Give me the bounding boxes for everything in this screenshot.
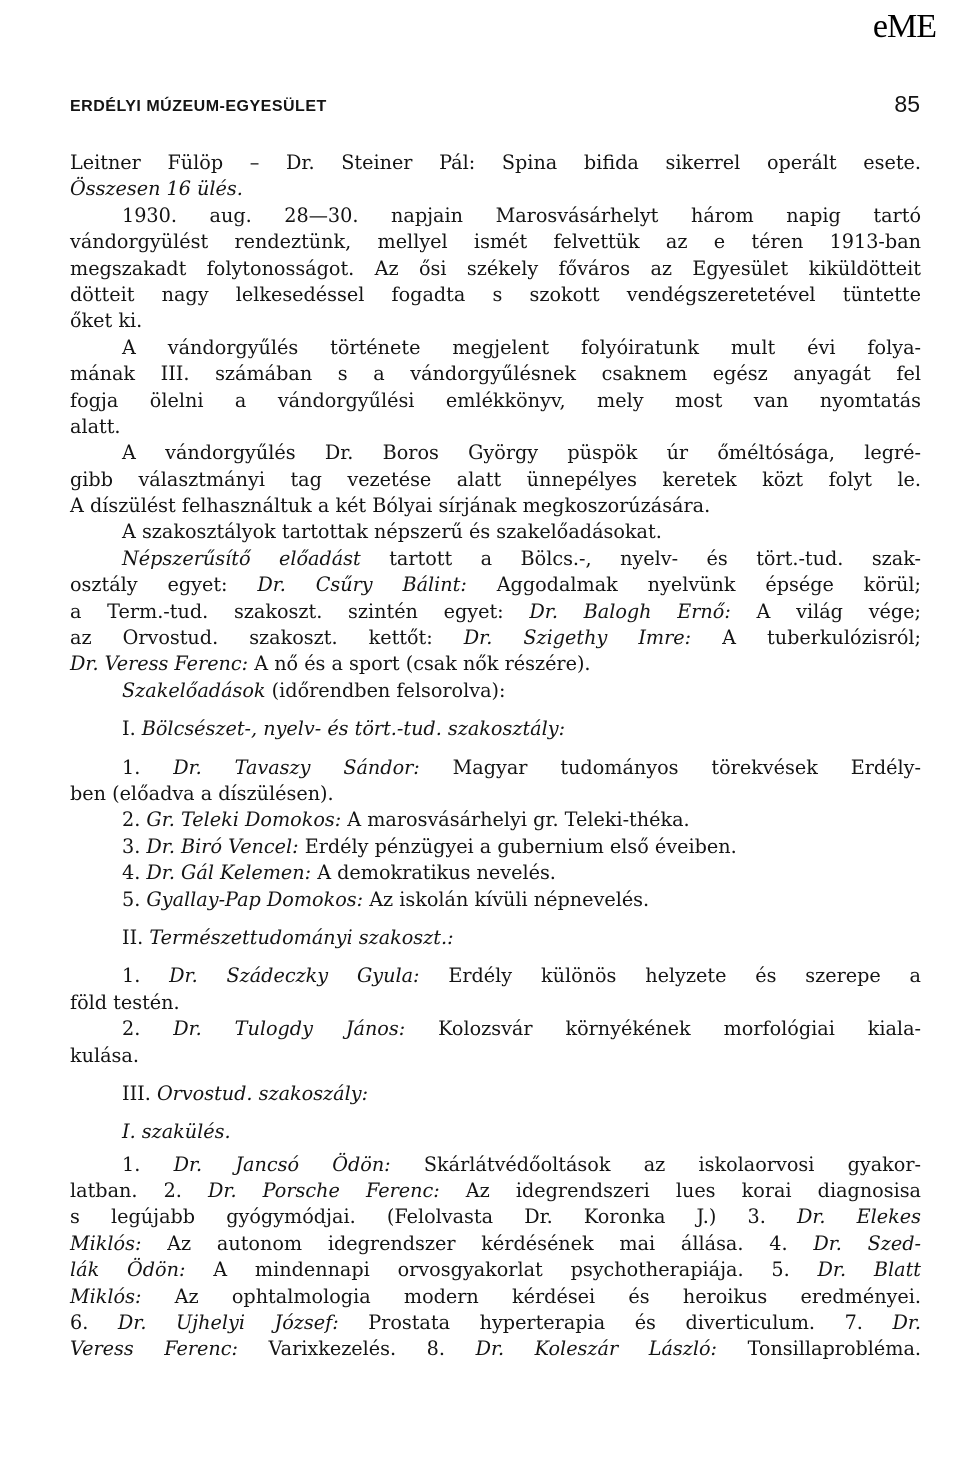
italic-text: Dr. — [892, 1311, 922, 1335]
italic-text: Dr. Balogh Ernő: — [529, 599, 731, 623]
text-segment: kulása. — [70, 1043, 139, 1067]
text-line — [70, 229, 921, 255]
text-line — [70, 1016, 921, 1042]
text-line — [70, 493, 921, 519]
text-segment: A tuberkulózisról; — [691, 626, 921, 650]
italic-text: Dr. Gál Kelemen: — [146, 861, 312, 885]
text-segment: osztály egyet: — [70, 573, 258, 597]
text-line — [70, 546, 921, 572]
text-line — [70, 1336, 921, 1362]
text-line — [70, 335, 921, 361]
text-segment: 6. — [70, 1311, 118, 1335]
text-segment: Varixkezelés. 8. — [237, 1337, 476, 1361]
text-segment: Magyar tudományos törekvések Erdély- — [419, 755, 921, 779]
text-line — [70, 1257, 921, 1283]
text-segment: 1. — [122, 1152, 174, 1176]
italic-text: Népszerűsítő előadást — [122, 546, 361, 570]
text-line — [70, 1152, 921, 1178]
italic-text: Dr. Tulogdy János: — [173, 1017, 406, 1041]
text-line — [70, 781, 921, 807]
text-line — [70, 887, 921, 913]
text-segment: A világ vége; — [730, 599, 921, 623]
italic-text: Dr. Szigethy Imre: — [463, 626, 692, 650]
text-line — [70, 361, 921, 387]
text-line — [70, 925, 921, 951]
publisher-logo: eME — [872, 8, 936, 45]
text-line — [70, 519, 921, 545]
text-segment: Az autonom idegrendszer kérdésének mai állása. 4. — [141, 1231, 814, 1255]
text-line — [70, 1310, 921, 1336]
text-segment: Prostata hyperterapia és diverticulum. 7. — [338, 1311, 893, 1335]
text-segment: megszakadt folytonosságot. Az ősi székely főváros az Egyesület kiküldötteit — [70, 256, 921, 280]
italic-text: Dr. Ujhelyi József: — [117, 1311, 339, 1335]
text-segment: 1930. aug. 28—30. napjain Marosvásárhelyt három napig tartó — [122, 203, 921, 227]
italic-text: Dr. Biró Vencel: — [146, 834, 299, 858]
body-text — [70, 150, 921, 1363]
text-line — [70, 963, 921, 989]
text-segment: A szakosztályok tartottak népszerű és szakelőadásokat. — [122, 520, 662, 544]
text-segment: vándorgyülést rendeztünk, mellyel ismét felvettük az e téren 1913-ban — [70, 230, 921, 254]
text-segment: 3. — [122, 834, 147, 858]
text-segment: mának III. számában s a vándorgyűlésnek csaknem egész anyagát fel — [70, 362, 921, 386]
text-segment: a Term.-tud. szakoszt. szintén egyet: — [70, 599, 530, 623]
text-line — [70, 678, 921, 704]
italic-text: Szakelőadások — [122, 678, 266, 702]
text-segment: (időrendben felsorolva): — [265, 678, 506, 702]
text-segment: alatt. — [70, 414, 121, 438]
text-segment: dötteit nagy lelkesedéssel fogadta s szokott vendégszeretetével tüntette — [70, 282, 921, 306]
text-segment: A demokratikus nevelés. — [311, 861, 556, 885]
text-segment: Kolozsvár környékének morfológiai kiala- — [405, 1017, 921, 1041]
text-line — [70, 1204, 921, 1230]
text-line — [70, 860, 921, 886]
text-line — [70, 203, 921, 229]
text-segment: tartott a Bölcs.-, nyelv- és tört.-tud. szak- — [360, 546, 921, 570]
text-line — [70, 256, 921, 282]
italic-text: Dr. Porsche Ferenc: — [208, 1179, 440, 1203]
text-segment: Aggodalmak nyelvünk épsége körül; — [466, 573, 921, 597]
text-line — [70, 1043, 921, 1069]
italic-text: Orvostud. szakoszály: — [156, 1081, 369, 1105]
text-segment: s legújabb gyógymódjai. (Felolvasta Dr. Koronka J.) 3. — [70, 1205, 797, 1229]
text-segment: A mindennapi orvosgyakorlat psychotherapiája. 5. — [185, 1258, 818, 1282]
italic-text: Miklós: — [70, 1231, 142, 1255]
italic-text: Összesen 16 ülés. — [70, 177, 243, 201]
text-segment: A marosvásárhelyi gr. Teleki-théka. — [341, 808, 690, 832]
text-line — [70, 834, 921, 860]
text-segment: 4. — [122, 861, 147, 885]
text-segment: A nő és a sport (csak nők részére). — [248, 652, 591, 676]
italic-text: Dr. Szádeczky Gyula: — [169, 964, 420, 988]
text-line — [70, 282, 921, 308]
text-line — [70, 651, 921, 677]
text-segment: Az ophtalmologia modern kérdései és heroikus eredményei. — [141, 1284, 921, 1308]
text-segment: 1. — [122, 964, 170, 988]
running-head: ERDÉLYI MÚZEUM-EGYESÜLET — [70, 98, 327, 115]
page-header — [70, 86, 920, 118]
text-line — [70, 414, 921, 440]
text-segment: II. — [122, 925, 150, 949]
text-segment: ben (előadva a díszülésen). — [70, 781, 334, 805]
text-line — [70, 755, 921, 781]
italic-text: Bölcsészet-, nyelv- és tört.-tud. szakosztály: — [141, 717, 566, 741]
text-line — [70, 1119, 921, 1145]
text-line — [70, 1178, 921, 1204]
italic-text: Veress Ferenc: — [70, 1337, 238, 1361]
text-segment: I. — [122, 717, 142, 741]
text-segment: 1. — [122, 755, 174, 779]
italic-text: Dr. Koleszár László: — [475, 1337, 717, 1361]
text-segment: latban. 2. — [70, 1179, 209, 1203]
text-segment: Az idegrendszeri lues korai diagnosisa — [439, 1179, 921, 1203]
text-segment: föld testén. — [70, 990, 180, 1014]
text-segment: 2. — [122, 1017, 174, 1041]
italic-text: Természettudományi szakoszt.: — [149, 925, 454, 949]
italic-text: Gyallay-Pap Domokos: — [146, 887, 364, 911]
text-segment: őket ki. — [70, 309, 143, 333]
page-number: 85 — [894, 91, 920, 117]
text-segment: fogja ölelni a vándorgyűlési emlékkönyv, mely most van nyomtatás — [70, 388, 921, 412]
text-segment: Erdély pénzügyei a gubernium első éveiben. — [298, 834, 737, 858]
italic-text: Miklós: — [70, 1284, 142, 1308]
text-segment: III. — [122, 1081, 157, 1105]
text-line — [70, 440, 921, 466]
text-line — [70, 599, 921, 625]
text-line — [70, 1284, 921, 1310]
text-line — [70, 625, 921, 651]
text-line — [70, 388, 921, 414]
text-segment: 2. — [122, 808, 147, 832]
text-segment: Az iskolán kívüli népnevelés. — [363, 887, 650, 911]
text-segment: gibb választmányi tag vezetése alatt ünnepélyes keretek közt folyt le. — [70, 467, 921, 491]
italic-text: Dr. Veress Ferenc: — [70, 652, 249, 676]
text-segment: A vándorgyűlés története megjelent folyóiratunk mult évi folya- — [122, 335, 921, 359]
text-line — [70, 1081, 921, 1107]
text-line — [70, 308, 921, 334]
italic-text: Dr. Szed- — [813, 1231, 921, 1255]
text-segment: Erdély különös helyzete és szerepe a — [419, 964, 921, 988]
italic-text: Gr. Teleki Domokos: — [146, 808, 342, 832]
italic-text: I. szakülés. — [122, 1120, 231, 1144]
text-segment: az Orvostud. szakoszt. kettőt: — [70, 626, 464, 650]
italic-text: Dr. Elekes — [796, 1205, 921, 1229]
text-segment: A díszülést felhasználtuk a két Bólyai sírjának megkoszorúzására. — [70, 494, 711, 518]
italic-text: Dr. Tavaszy Sándor: — [173, 755, 420, 779]
text-line — [70, 150, 921, 176]
text-segment: Leitner Fülöp – Dr. Steiner Pál: Spina bifida sikerrel operált esete. — [70, 151, 921, 174]
italic-text: Dr. Blatt — [817, 1258, 921, 1282]
text-segment: Skárlátvédőoltások az iskolaorvosi gyakor- — [390, 1152, 921, 1176]
text-line — [70, 990, 921, 1016]
text-line — [70, 716, 921, 742]
text-segment: Tonsillaprobléma. — [717, 1337, 922, 1361]
italic-text: lák Ödön: — [70, 1258, 186, 1282]
text-line — [70, 1231, 921, 1257]
text-line — [70, 572, 921, 598]
text-segment: 5. — [122, 887, 147, 911]
text-line — [70, 467, 921, 493]
italic-text: Dr. Csűry Bálint: — [257, 573, 467, 597]
italic-text: Dr. Jancsó Ödön: — [173, 1152, 391, 1176]
text-line — [70, 176, 921, 202]
text-line — [70, 807, 921, 833]
text-segment: A vándorgyűlés Dr. Boros György püspök úr őméltósága, legré- — [122, 441, 921, 465]
